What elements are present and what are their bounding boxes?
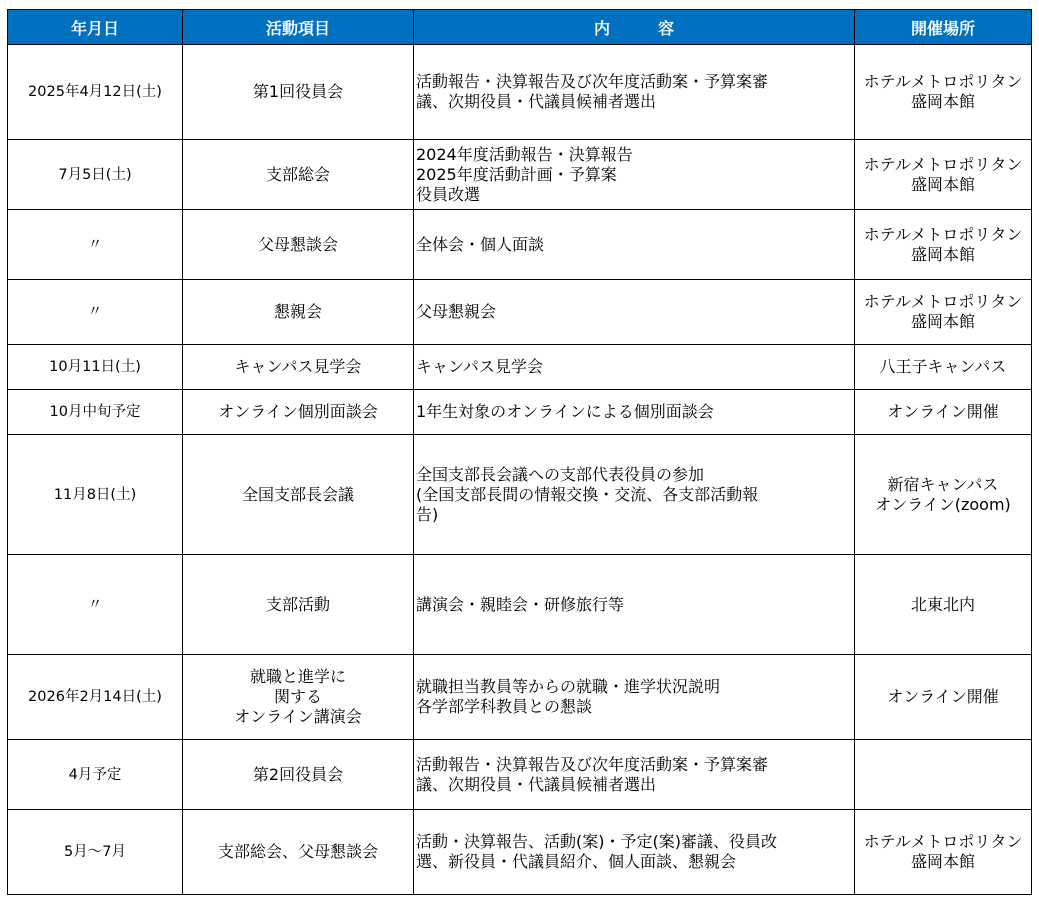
activity-cell-line: 支部総会、父母懇談会 (217, 842, 378, 861)
content-cell-line: 全体会・個人面談 (416, 234, 545, 254)
venue-cell (855, 45, 1032, 140)
activity-cell (183, 45, 414, 140)
date-cell-line: 〃 (87, 304, 103, 320)
activity-cell-line: 就職と進学に (249, 667, 346, 686)
activity-cell-line: 関する (273, 687, 322, 706)
date-cell (8, 280, 183, 345)
content-cell-line: 選、新役員・代議員紹介、個人面談、懇親会 (416, 852, 737, 871)
content-cell (414, 280, 855, 345)
date-cell (8, 740, 183, 810)
header-date: 年月日 (8, 10, 183, 45)
date-cell-line: 4月予定 (68, 766, 122, 783)
date-cell (8, 435, 183, 555)
venue-cell (855, 555, 1032, 655)
content-cell (414, 810, 855, 895)
activity-cell-line: オンライン講演会 (234, 707, 362, 726)
date-cell-line: 7月5日(土) (58, 166, 132, 183)
header-content: 内 容 (414, 10, 855, 45)
content-cell-line: 活動・決算報告、活動(案)・予定(案)審議、役員改 (416, 832, 777, 851)
venue-cell-line: ホテルメトロポリタン (863, 154, 1023, 174)
date-cell-line: 〃 (87, 596, 103, 613)
venue-cell-line: 盛岡本館 (910, 852, 975, 871)
content-cell (414, 345, 855, 390)
date-cell-line: 2025年4月12日(土) (28, 84, 162, 100)
activity-cell-line: 支部活動 (265, 594, 330, 614)
activity-cell (183, 390, 414, 435)
activity-cell (183, 810, 414, 895)
date-cell-line: 〃 (87, 236, 103, 253)
header-activity: 活動項目 (183, 10, 414, 45)
date-cell (8, 390, 183, 435)
date-cell-line: 11月8日(土) (53, 486, 137, 503)
date-cell-line: 10月中旬予定 (49, 404, 141, 420)
activity-cell-line: キャンパス見学会 (234, 357, 362, 376)
venue-cell (855, 140, 1032, 210)
table-row (8, 210, 1032, 280)
activity-cell-line: 第1回役員会 (252, 82, 344, 101)
content-cell (414, 740, 855, 810)
content-cell-line: 告) (416, 504, 439, 524)
table-row (8, 45, 1032, 140)
date-cell-line: 10月11日(土) (49, 359, 141, 375)
date-cell-line: 2026年2月14日(土) (28, 689, 162, 705)
venue-cell-line: 八王子キャンパス (879, 357, 1007, 376)
activity-cell-line: 父母懇談会 (257, 234, 338, 254)
table-row (8, 390, 1032, 435)
schedule-body (8, 45, 1032, 895)
table-row (8, 810, 1032, 895)
activity-cell (183, 740, 414, 810)
venue-cell (855, 345, 1032, 390)
content-cell-line: 1年生対象のオンラインによる個別面談会 (416, 402, 714, 421)
venue-cell (855, 740, 1032, 810)
date-cell (8, 555, 183, 655)
content-cell-line: 役員改選 (416, 184, 481, 204)
activity-cell (183, 210, 414, 280)
venue-cell-line: 盛岡本館 (910, 312, 975, 331)
date-cell (8, 210, 183, 280)
activity-cell (183, 140, 414, 210)
content-cell (414, 45, 855, 140)
venue-cell-line: オンライン(zoom) (875, 494, 1011, 514)
table-row (8, 555, 1032, 655)
content-cell (414, 435, 855, 555)
activity-cell-line: オンライン個別面談会 (218, 402, 378, 421)
activity-cell-line: 全国支部長会議 (241, 484, 354, 504)
date-cell (8, 810, 183, 895)
venue-cell-line: 新宿キャンパス (887, 474, 999, 494)
table-row (8, 740, 1032, 810)
header-row (8, 10, 1032, 45)
venue-cell-line: 盛岡本館 (910, 174, 975, 194)
venue-cell (855, 280, 1032, 345)
content-cell-line: 活動報告・決算報告及び次年度活動案・予算案審 (416, 72, 769, 91)
venue-cell-line: 北東北内 (910, 594, 975, 614)
activity-cell (183, 435, 414, 555)
table-row (8, 435, 1032, 555)
content-cell-line: 2025年度活動計画・予算案 (416, 164, 617, 184)
table-row (8, 280, 1032, 345)
venue-cell-line: オンライン開催 (887, 687, 999, 706)
content-cell (414, 140, 855, 210)
content-cell-line: 議、次期役員・代議員候補者選出 (416, 92, 657, 111)
venue-cell (855, 810, 1032, 895)
venue-cell-line: ホテルメトロポリタン (863, 72, 1023, 91)
activity-cell-line: 第2回役員会 (252, 764, 344, 784)
date-cell (8, 45, 183, 140)
venue-cell (855, 210, 1032, 280)
venue-cell (855, 435, 1032, 555)
activity-cell (183, 655, 414, 740)
activity-cell-line: 支部総会 (265, 164, 330, 184)
content-cell (414, 210, 855, 280)
activity-cell (183, 345, 414, 390)
venue-cell-line: ホテルメトロポリタン (863, 224, 1023, 244)
date-cell (8, 140, 183, 210)
activity-schedule-table (7, 9, 1032, 895)
content-cell-line: 父母懇親会 (416, 302, 497, 321)
content-cell-line: 全国支部長会議への支部代表役員の参加 (416, 464, 705, 484)
activity-cell (183, 555, 414, 655)
content-cell-line: 活動報告・決算報告及び次年度活動案・予算案審 (416, 754, 769, 774)
content-cell-line: キャンパス見学会 (416, 357, 543, 376)
table-row (8, 140, 1032, 210)
content-cell (414, 555, 855, 655)
venue-cell (855, 390, 1032, 435)
content-cell-line: 講演会・親睦会・研修旅行等 (416, 594, 625, 614)
content-cell (414, 655, 855, 740)
venue-cell-line: 盛岡本館 (910, 244, 975, 264)
content-cell-line: 各学部学科教員との懇談 (416, 697, 593, 716)
venue-cell-line: ホテルメトロポリタン (863, 292, 1023, 311)
venue-cell-line: 盛岡本館 (910, 92, 975, 111)
table-row (8, 345, 1032, 390)
content-cell-line: (全国支部長間の情報交換・交流、各支部活動報 (416, 484, 759, 504)
content-cell-line: 就職担当教員等からの就職・進学状況説明 (416, 677, 721, 696)
activity-cell-line: 懇親会 (273, 302, 322, 321)
content-cell (414, 390, 855, 435)
date-cell-line: 5月～7月 (64, 844, 126, 860)
date-cell (8, 345, 183, 390)
venue-cell-line: オンライン開催 (887, 402, 999, 421)
content-cell-line: 議、次期役員・代議員候補者選出 (416, 774, 657, 794)
date-cell (8, 655, 183, 740)
header-venue: 開催場所 (855, 10, 1032, 45)
table-row (8, 655, 1032, 740)
content-cell-line: 2024年度活動報告・決算報告 (416, 144, 633, 164)
activity-cell (183, 280, 414, 345)
venue-cell (855, 655, 1032, 740)
venue-cell-line: ホテルメトロポリタン (863, 832, 1023, 851)
